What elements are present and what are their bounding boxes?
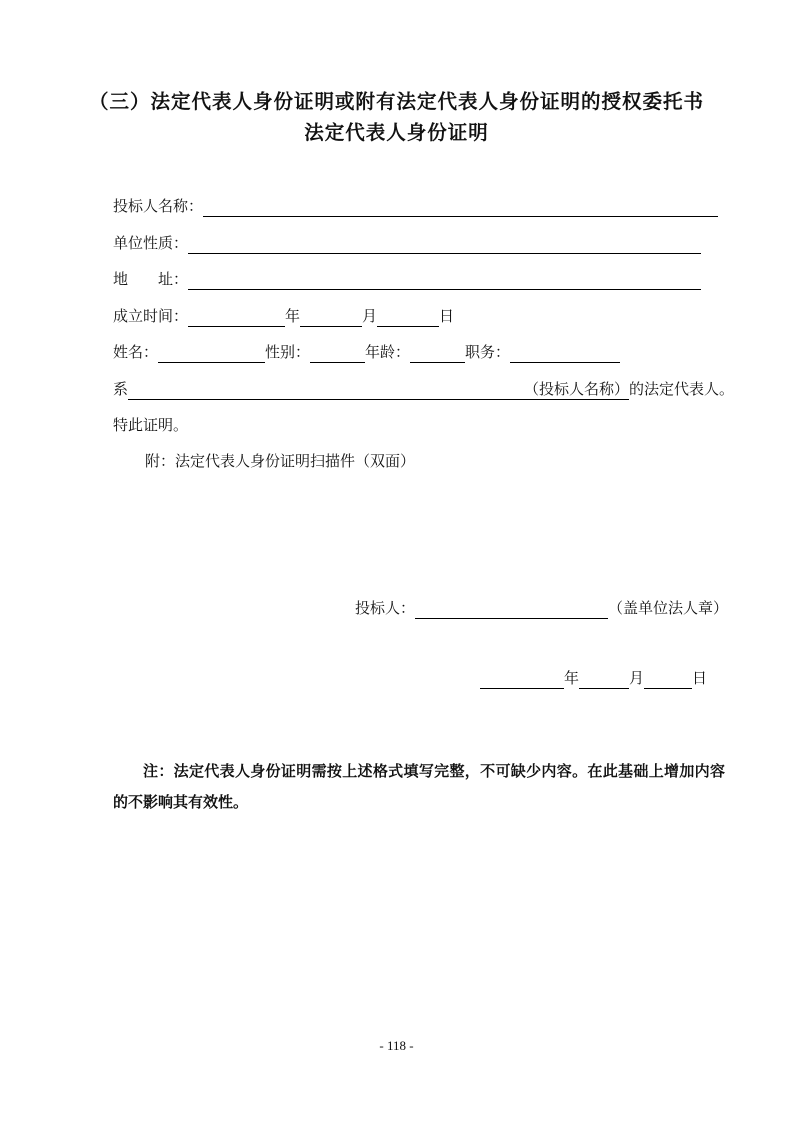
- sign-day-blank: [644, 670, 692, 689]
- name-blank: [158, 344, 265, 363]
- name-label: 姓名：: [113, 345, 159, 361]
- section-title: （三）法定代表人身份证明或附有法定代表人身份证明的授权委托书: [88, 92, 704, 113]
- is-prefix-label: 系: [113, 382, 129, 398]
- hereby-statement: [113, 417, 188, 436]
- note-paragraph: 注：法定代表人身份证明需按上述格式填写完整，不可缺少内容。在此基础上增加内容的不影响其有效性。: [113, 764, 725, 811]
- company-name-blank: [128, 381, 524, 400]
- bidder-name-paren-label: （投标人名称）: [524, 382, 630, 398]
- unit-type-blank: [188, 235, 701, 254]
- establish-month-blank: [300, 308, 362, 327]
- sign-month-label: 月: [629, 671, 645, 687]
- position-blank: [510, 344, 620, 363]
- establish-month-label: 月: [362, 309, 378, 325]
- gender-blank: [310, 344, 365, 363]
- age-label: 年龄：: [365, 345, 411, 361]
- establish-day-label: 日: [439, 309, 455, 325]
- attachment-text: 附：法定代表人身份证明扫描件（双面）: [145, 454, 416, 470]
- signature-row: [355, 600, 728, 619]
- sign-month-blank: [579, 670, 629, 689]
- age-blank: [410, 344, 465, 363]
- address-blank: [188, 271, 701, 290]
- legal-rep-suffix-label: 的法定代表人。: [629, 382, 735, 398]
- establish-year-blank: [188, 308, 285, 327]
- seal-note-label: （盖单位法人章）: [608, 601, 729, 617]
- field-row-legal-rep: [113, 381, 734, 400]
- field-row-bidder-name: [113, 198, 718, 217]
- signature-blank: [415, 600, 608, 619]
- position-label: 职务：: [465, 345, 511, 361]
- attachment-statement: [113, 453, 415, 472]
- field-row-person: [113, 344, 620, 363]
- field-row-establish-date: [113, 308, 454, 327]
- address-label: 地 址：: [113, 272, 189, 288]
- document-title: 法定代表人身份证明: [304, 123, 489, 144]
- sign-year-label: 年: [564, 671, 580, 687]
- gender-label: 性别：: [265, 345, 311, 361]
- signature-bidder-label: 投标人：: [355, 601, 416, 617]
- field-row-unit-type: [113, 235, 701, 254]
- establish-date-label: 成立时间：: [113, 309, 189, 325]
- sign-year-blank: [480, 670, 564, 689]
- signature-date-row: [480, 670, 707, 689]
- hereby-text: 特此证明。: [113, 418, 189, 434]
- establish-day-blank: [377, 308, 439, 327]
- establish-year-label: 年: [285, 309, 301, 325]
- page-number: - 118 -: [379, 1038, 414, 1053]
- field-row-address: [113, 271, 701, 290]
- bidder-name-label: 投标人名称：: [113, 199, 204, 215]
- bidder-name-blank: [203, 198, 718, 217]
- unit-type-label: 单位性质：: [113, 236, 189, 252]
- sign-day-label: 日: [692, 671, 708, 687]
